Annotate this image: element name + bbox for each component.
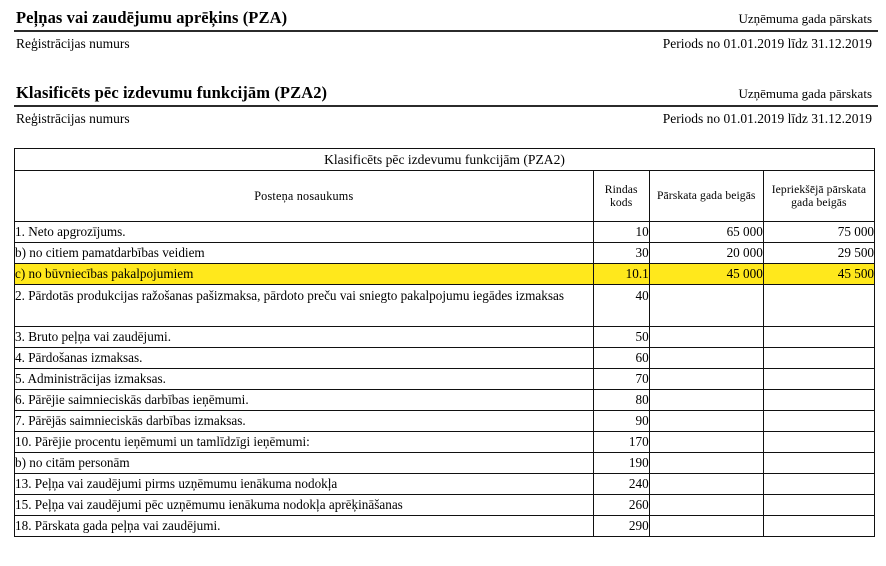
cell-item-name: 5. Administrācijas izmaksas. xyxy=(15,369,594,390)
column-header-item-name: Posteņa nosaukums xyxy=(15,171,594,222)
table-band-title: Klasificēts pēc izdevumu funkcijām (PZA2) xyxy=(15,149,875,171)
column-header-current-year: Pārskata gada beigās xyxy=(649,171,763,222)
cell-item-name: c) no būvniecības pakalpojumiem xyxy=(15,264,594,285)
cell-row-code: 260 xyxy=(593,495,649,516)
cell-current-year-value xyxy=(649,432,763,453)
cell-previous-year-value xyxy=(763,390,874,411)
table-row[interactable] xyxy=(15,411,875,432)
cell-row-code: 30 xyxy=(593,243,649,264)
header-title-row xyxy=(0,8,886,29)
period-label-pza2: Periods no 01.01.2019 līdz 31.12.2019 xyxy=(662,111,872,126)
cell-item-name: 18. Pārskata gada peļņa vai zaudējumi. xyxy=(15,516,594,537)
cell-row-code: 70 xyxy=(593,369,649,390)
cell-current-year-value: 65 000 xyxy=(649,222,763,243)
table-row[interactable] xyxy=(15,264,875,285)
report-kind-label-pza: Uzņēmuma gada pārskats xyxy=(738,11,872,26)
cell-previous-year-value xyxy=(763,327,874,348)
cell-row-code: 10 xyxy=(593,222,649,243)
cell-row-code: 170 xyxy=(593,432,649,453)
table-row[interactable] xyxy=(15,453,875,474)
header-sub-row-pza2 xyxy=(0,110,886,128)
document-header-pza xyxy=(0,8,886,53)
table-row[interactable] xyxy=(15,327,875,348)
cell-row-code: 290 xyxy=(593,516,649,537)
pza2-table-wrapper xyxy=(14,148,875,537)
cell-previous-year-value xyxy=(763,516,874,537)
cell-item-name: 1. Neto apgrozījums. xyxy=(15,222,594,243)
header-title-row-pza2 xyxy=(0,83,886,104)
cell-current-year-value xyxy=(649,411,763,432)
table-row[interactable] xyxy=(15,285,875,327)
cell-row-code: 60 xyxy=(593,348,649,369)
cell-current-year-value xyxy=(649,327,763,348)
cell-previous-year-value xyxy=(763,285,874,327)
cell-item-name: b) no citiem pamatdarbības veidiem xyxy=(15,243,594,264)
cell-current-year-value xyxy=(649,516,763,537)
cell-current-year-value xyxy=(649,348,763,369)
cell-previous-year-value xyxy=(763,432,874,453)
cell-row-code: 50 xyxy=(593,327,649,348)
report-title-pza2: Klasificēts pēc izdevumu funkcijām (PZA2) xyxy=(16,83,328,102)
cell-current-year-value: 20 000 xyxy=(649,243,763,264)
cell-current-year-value: 45 000 xyxy=(649,264,763,285)
table-header-row xyxy=(15,171,875,222)
table-row[interactable] xyxy=(15,348,875,369)
column-header-row-code: Rindas kods xyxy=(593,171,649,222)
table-row[interactable] xyxy=(15,222,875,243)
cell-item-name: 4. Pārdošanas izmaksas. xyxy=(15,348,594,369)
cell-row-code: 90 xyxy=(593,411,649,432)
cell-previous-year-value xyxy=(763,369,874,390)
cell-current-year-value xyxy=(649,453,763,474)
cell-item-name: 7. Pārējās saimnieciskās darbības izmaksas. xyxy=(15,411,594,432)
cell-row-code: 190 xyxy=(593,453,649,474)
cell-row-code: 40 xyxy=(593,285,649,327)
header-sub-row-pza xyxy=(0,35,886,53)
cell-previous-year-value xyxy=(763,348,874,369)
cell-item-name: b) no citām personām xyxy=(15,453,594,474)
header-rule-pza2 xyxy=(14,105,878,107)
table-row[interactable] xyxy=(15,495,875,516)
table-row[interactable] xyxy=(15,432,875,453)
cell-current-year-value xyxy=(649,285,763,327)
period-label-pza: Periods no 01.01.2019 līdz 31.12.2019 xyxy=(662,36,872,51)
table-row[interactable] xyxy=(15,369,875,390)
column-header-previous-year: Iepriekšējā pārskata gada beigās xyxy=(763,171,874,222)
pza2-table xyxy=(14,148,875,537)
cell-previous-year-value: 45 500 xyxy=(763,264,874,285)
cell-previous-year-value xyxy=(763,495,874,516)
table-row[interactable] xyxy=(15,243,875,264)
cell-item-name: 13. Peļņa vai zaudējumi pirms uzņēmumu ienākuma nodokļa xyxy=(15,474,594,495)
cell-current-year-value xyxy=(649,369,763,390)
cell-item-name: 2. Pārdotās produkcijas ražošanas pašizmaksa, pārdoto preču vai sniegto pakalpojumu iegādes izmaksas xyxy=(15,285,594,327)
table-band-title-row xyxy=(15,149,875,171)
table-row[interactable] xyxy=(15,390,875,411)
cell-current-year-value xyxy=(649,474,763,495)
cell-current-year-value xyxy=(649,495,763,516)
cell-previous-year-value xyxy=(763,453,874,474)
document-header-pza2 xyxy=(0,83,886,128)
table-row[interactable] xyxy=(15,516,875,537)
cell-item-name: 10. Pārējie procentu ieņēmumi un tamlīdzīgi ieņēmumi: xyxy=(15,432,594,453)
cell-row-code: 10.1 xyxy=(593,264,649,285)
table-row[interactable] xyxy=(15,474,875,495)
cell-current-year-value xyxy=(649,390,763,411)
report-kind-label-pza2: Uzņēmuma gada pārskats xyxy=(738,86,872,101)
table-head xyxy=(15,149,875,222)
cell-previous-year-value xyxy=(763,411,874,432)
cell-item-name: 6. Pārējie saimnieciskās darbības ieņēmumi. xyxy=(15,390,594,411)
cell-previous-year-value xyxy=(763,474,874,495)
cell-item-name: 3. Bruto peļņa vai zaudējumi. xyxy=(15,327,594,348)
report-title-pza: Peļņas vai zaudējumu aprēķins (PZA) xyxy=(16,8,288,27)
cell-row-code: 80 xyxy=(593,390,649,411)
cell-row-code: 240 xyxy=(593,474,649,495)
cell-previous-year-value: 29 500 xyxy=(763,243,874,264)
table-body xyxy=(15,222,875,537)
registration-number-label-pza: Reģistrācijas numurs xyxy=(16,36,130,51)
header-rule-pza xyxy=(14,30,878,32)
registration-number-label-pza2: Reģistrācijas numurs xyxy=(16,111,130,126)
cell-previous-year-value: 75 000 xyxy=(763,222,874,243)
cell-item-name: 15. Peļņa vai zaudējumi pēc uzņēmumu ienākuma nodokļa aprēķināšanas xyxy=(15,495,594,516)
